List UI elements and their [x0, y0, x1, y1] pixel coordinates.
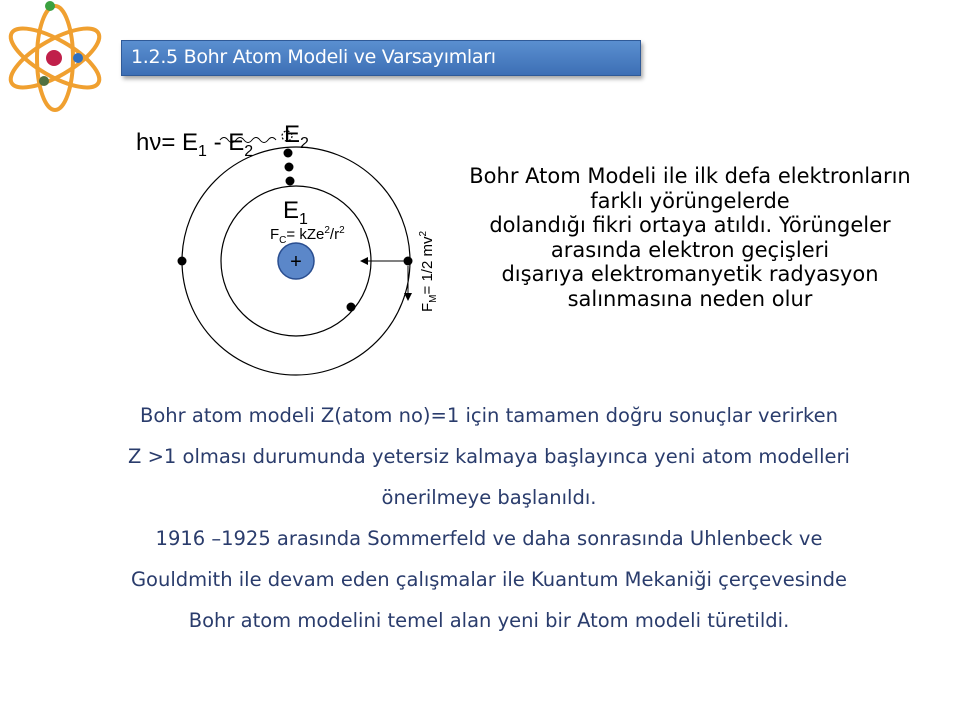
- coulomb-force-label: $F_C= kZe^2/r^2$: [270, 225, 345, 246]
- arrow-head: [360, 257, 368, 265]
- arrow-head: [404, 293, 412, 301]
- photon-equation: $h\nu= E_1 - E_2$: [136, 129, 254, 160]
- electron-dot: [285, 163, 294, 172]
- body-line: 1916 –1925 arasında Sommerfeld ve daha sonrasında Uhlenbeck ve: [155, 527, 823, 550]
- body-line: Z >1 olması durumunda yetersiz kalmaya başlayınca yeni atom modelleri: [128, 445, 850, 468]
- title-banner: [121, 40, 641, 76]
- description-line: dışarıya elektromanyetik radyasyon: [501, 262, 879, 286]
- level-e1-label: $E_1$: [283, 197, 308, 228]
- nucleus-dot: [46, 50, 62, 66]
- atom-logo: [0, 0, 110, 125]
- electron-dot: [45, 1, 55, 11]
- description-line: farklı yörüngelerde: [590, 188, 790, 213]
- body-line: önerilmeye başlanıldı.: [381, 486, 597, 509]
- electron-dot: [73, 53, 83, 63]
- body-line: Bohr atom modelini temel alan yeni bir Atom modeli türetildi.: [188, 609, 790, 632]
- electron-dot: [178, 257, 187, 266]
- bohr-diagram: [120, 110, 460, 385]
- description-text: [462, 164, 918, 311]
- nucleus-plus: +: [290, 251, 302, 273]
- body-line: Bohr atom modeli Z(atom no)=1 için tamamen doğru sonuçlar verirken: [140, 404, 838, 427]
- centrifugal-force-label: $F_M= 1/2$ $mv^2$: [418, 230, 439, 312]
- electron-dot: [284, 149, 293, 158]
- electron-dot: [39, 76, 49, 86]
- body-text: [90, 395, 888, 641]
- description-line: arasında elektron geçişleri: [550, 237, 830, 262]
- description-line: Bohr Atom Modeli ile ilk defa elektronların: [469, 164, 911, 188]
- description-line: dolandığı fikri ortaya atıldı. Yörüngeler: [489, 213, 891, 237]
- page-title: 1.2.5 Bohr Atom Modeli ve Varsayımları: [131, 46, 496, 68]
- description-line: salınmasına neden olur: [567, 286, 813, 311]
- level-e2-label: $E_2$: [284, 121, 309, 152]
- electron-dot: [286, 177, 295, 186]
- electron-dot: [347, 303, 356, 312]
- body-line: Gouldmith ile devam eden çalışmalar ile Kuantum Mekaniği çerçevesinde: [130, 568, 848, 591]
